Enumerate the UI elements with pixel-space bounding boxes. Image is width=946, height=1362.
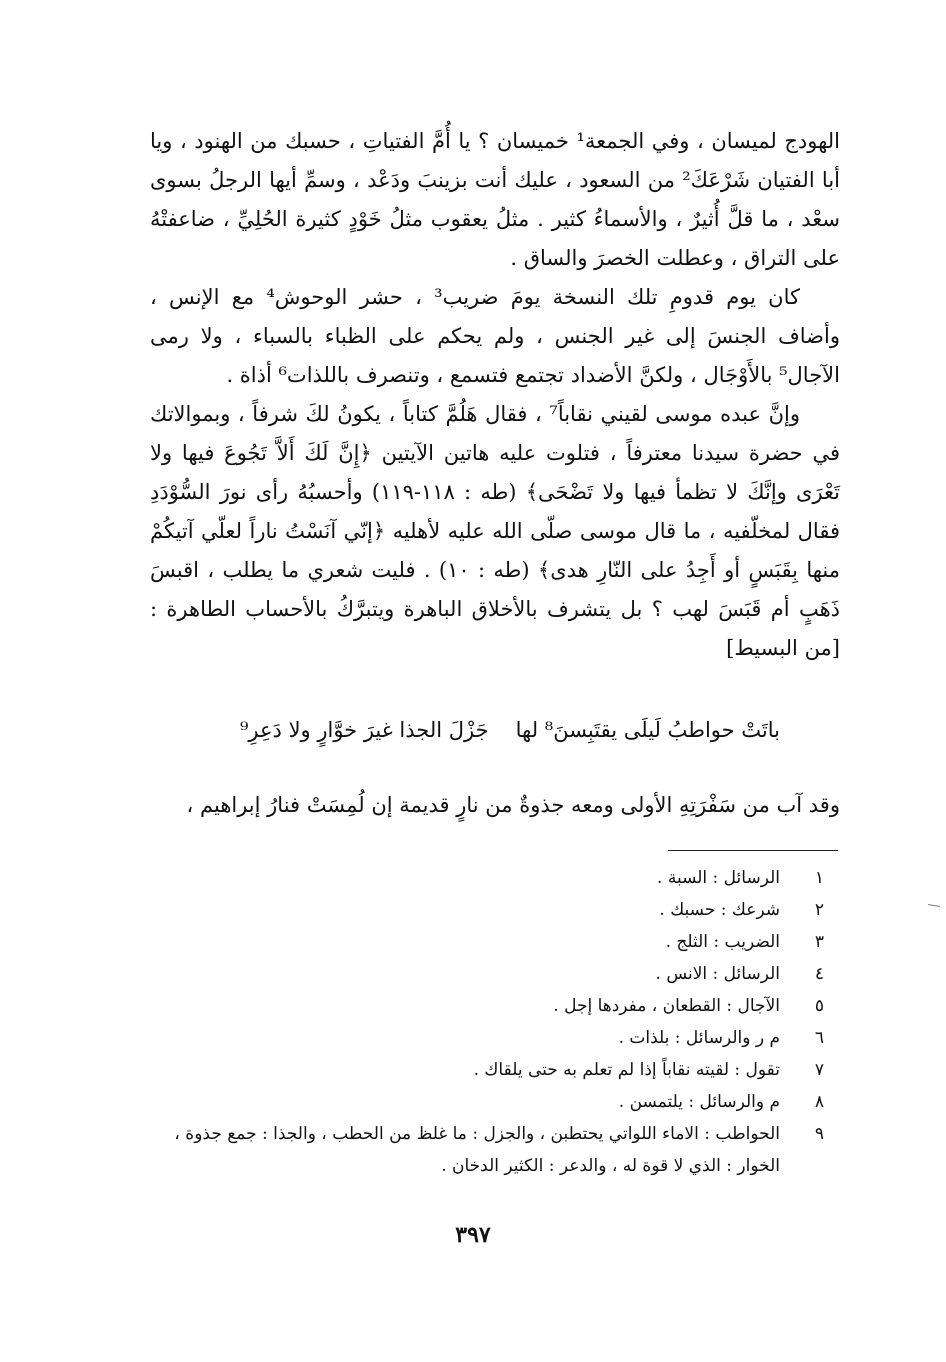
paragraph-after-verse: وقد آب من سَفْرَتِهِ الأولى ومعه جذوةٌ من نارٍ قديمة إن لُمِسَتْ فنارُ إبراهيم ، (186, 793, 840, 817)
footnote-number: ٥ (814, 996, 824, 1016)
footnote-number: ٦ (814, 1028, 824, 1048)
footnote-number: ٢ (814, 900, 824, 920)
footnote-number: ٨ (814, 1092, 824, 1112)
footnote-number: ١ (814, 868, 824, 888)
footnote-number: ٣ (814, 932, 824, 952)
footnote-item (150, 926, 840, 958)
footnote-text: الآجال : القطعان ، مفردها إجل . (553, 996, 780, 1016)
paragraph-1: الهودج لميسان ، وفي الجمعة¹ خميسان ؟ يا أُمَّ الفتياتِ ، حسبك من الهنود ، ويا أبا الفتيان شَرْعَكَ² من السعود ، عليك أنت بزينبَ ودَعْد ، وسمِّ أيها الرجلُ بسوى سعْد ، ما قلَّ أُثيرٌ ، والأسماءُ كثير . مثلُ يعقوب مثلُ خَوْدٍ كثيرة الحُلِيِّ ، ضاعفتْهُ على التراق ، وعطلت الخصرَ والساق . (150, 129, 840, 270)
footnote-item (150, 958, 840, 990)
footnote-text: تقول : لقيته نقاباً إذا لم تعلم به حتى يلقاك . (473, 1060, 780, 1080)
footnote-item (150, 894, 840, 926)
footnote-number: ٩ (814, 1124, 824, 1144)
footnote-separator (668, 850, 838, 851)
footnote-item (150, 1086, 840, 1118)
scan-artifact (928, 904, 940, 907)
footnote-text: الرسائل : السبة . (657, 868, 780, 888)
footnote-text: م والرسائل : يلتمسن . (618, 1092, 780, 1112)
first-hemistich: باتَتْ حواطبُ لَيلَى يقتَبِسنَ⁸ لها (515, 718, 780, 742)
footnote-item (150, 862, 840, 894)
footnotes (150, 862, 840, 1182)
footnote-number: ٧ (814, 1060, 824, 1080)
paragraph-2: كان يوم قدومِ تلك النسخة يومَ ضريب³ ، حشر الوحوش⁴ مع الإنس ، وأضاف الجنسَ إلى غير الجنس ، ولم يحكم على الظباء بالسباء ، ولا رمى الآجال⁵ بالأَوْجَال ، ولكنَّ الأضداد تجتمع فتسمع ، وتنصرف باللذات⁶ أذاة . (150, 285, 840, 387)
footnote-text: الضريب : الثلج . (665, 932, 780, 952)
poetry-verse (150, 718, 840, 762)
footnote-text: الرسائل : الانس . (655, 964, 780, 984)
footnote-item (150, 990, 840, 1022)
main-text (150, 122, 840, 668)
footnote-text: شرعك : حسبك . (659, 900, 780, 920)
footnote-text: م ر والرسائل : بلذات . (618, 1028, 780, 1048)
footnote-number: ٤ (814, 964, 824, 984)
footnote-item (150, 1118, 840, 1182)
footnote-item (150, 1022, 840, 1054)
page-number: ٣٩٧ (455, 1222, 491, 1248)
footnote-item (150, 1054, 840, 1086)
footnote-text: الحواطب : الاماء اللواتي يحتطبن ، والجزل : ما غلظ من الحطب ، والجذا : جمع جذوة ، الخوار : الذي لا قوة له ، والدعر : الكثير الدخان . (174, 1124, 780, 1176)
second-hemistich: جَزْلَ الجذا غيرَ خوَّارٍ ولا دَعِرِ⁹ (240, 718, 489, 742)
paragraph-3: وإنَّ عبده موسى لقيني نقاباً⁷ ، فقال هَلُمَّ كتاباً ، يكونُ لكَ شرفاً ، وبموالاتك في حضرة سيدنا معترفاً ، فتلوت عليه هاتين الآيتين ﴿إِنَّ لَكَ أَلاَّ تَجُوعَ فيها ولا تَعْرَى وإنَّكَ لا تظمأ فيها ولا تَضْحَى﴾ (طه : ١١٨-١١٩) وأحسبُهُ رأى نورَ السُّوْدَدِ فقال لمخلّفيه ، ما قال موسى صلّى الله عليه لأهليه ﴿إنّي آنَسْتُ ناراً لعلّي آتيكُمْ منها بِقَبَسٍ أو أَجِدُ على النّارِ هدى﴾ (طه : ١٠) . فليت شعري ما يطلب ، اقبسَ ذَهَبٍ أم قَبَسَ لهب ؟ بل يتشرف بالأخلاق الباهرة ويتبرَّكُ بالأحساب الطاهرة : [من البسيط] (150, 402, 841, 660)
